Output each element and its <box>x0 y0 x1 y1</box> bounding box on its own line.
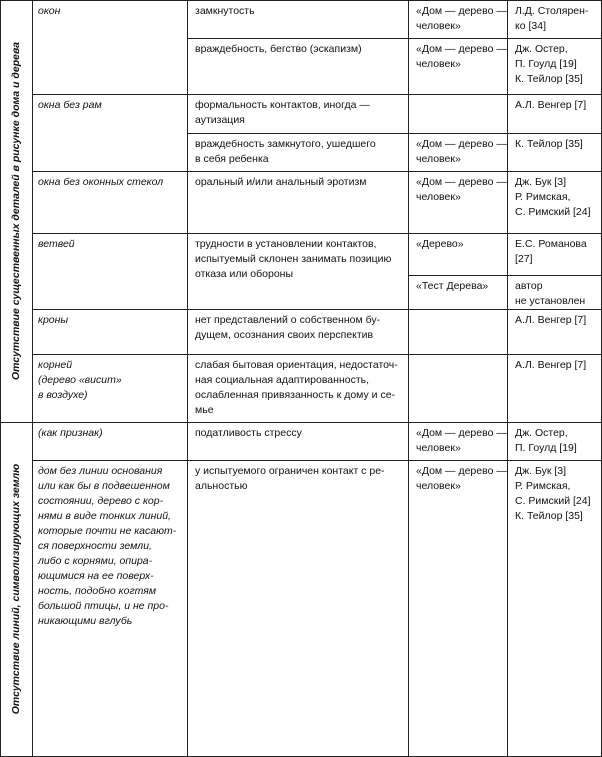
row-divider <box>187 309 409 310</box>
column-divider <box>507 0 508 757</box>
row-divider <box>408 422 508 423</box>
row-divider <box>507 354 602 355</box>
meaning-cell <box>195 313 406 343</box>
row-divider <box>507 171 602 172</box>
cell-line: человек» <box>416 480 461 492</box>
cell-line: замкнутость <box>195 5 255 17</box>
meaning-cell <box>195 137 406 167</box>
cell-line: «Дом — дерево — <box>416 43 507 55</box>
cell-line: К. Тейлор [35] <box>515 73 583 85</box>
author-cell <box>515 464 599 524</box>
test-cell <box>416 42 505 72</box>
detail-cell <box>38 98 183 113</box>
row-divider <box>507 309 602 310</box>
row-divider <box>187 233 409 234</box>
section-label-text: Отсутствие существенных деталей в рисунке дома и дерева <box>10 42 22 380</box>
author-cell <box>515 4 599 34</box>
detail-cell <box>38 4 183 19</box>
cell-line: «Дом — дерево — <box>416 427 507 439</box>
detail-cell <box>38 464 183 629</box>
cell-line: «Дом — дерево — <box>416 465 507 477</box>
cell-line: нями в виде тонких линий, <box>38 510 171 522</box>
cell-line: Р. Римская, <box>515 480 571 492</box>
cell-line: Р. Римская, <box>515 191 571 203</box>
cell-line: в себя ребенка <box>195 153 269 165</box>
test-cell <box>416 137 505 167</box>
cell-line: враждебность, бегство (эскапизм) <box>195 43 362 55</box>
detail-cell <box>38 426 183 441</box>
row-divider <box>187 354 409 355</box>
section-label <box>0 0 32 422</box>
row-divider <box>32 171 188 172</box>
cell-line: дущем, осознания своих перспектив <box>195 329 374 341</box>
cell-line: автор <box>515 280 543 292</box>
row-divider <box>507 460 602 461</box>
cell-line: альностью <box>195 480 248 492</box>
cell-line: окна без оконных стекол <box>38 176 164 188</box>
cell-line: никающими вглубь <box>38 615 133 627</box>
cell-line: Дж. Бук [3] <box>515 176 567 188</box>
cell-line: большой птицы, и не про- <box>38 600 169 612</box>
row-divider <box>408 133 508 134</box>
cell-line: человек» <box>416 58 461 70</box>
column-divider <box>32 0 33 757</box>
column-divider <box>187 0 188 757</box>
meaning-cell <box>195 237 406 282</box>
cell-line: [27] <box>515 253 533 265</box>
cell-line: А.Л. Венгер [7] <box>515 99 587 111</box>
cell-line: Дж. Остер, <box>515 43 568 55</box>
cell-line: ная социальная адаптированность, <box>195 374 370 386</box>
cell-line: «Дерево» <box>416 238 464 250</box>
meaning-cell <box>195 426 406 441</box>
meaning-cell <box>195 42 406 57</box>
cell-line: К. Тейлор [35] <box>515 510 583 522</box>
row-divider <box>507 422 602 423</box>
cell-line: ослабленная привязанность к дому и се- <box>195 389 396 401</box>
row-divider <box>408 275 508 276</box>
cell-line: у испытуемого ограничен контакт с ре- <box>195 465 385 477</box>
meaning-cell <box>195 358 406 418</box>
cell-line: окна без рам <box>38 99 102 111</box>
cell-line: в воздухе) <box>38 389 88 401</box>
cell-line: «Дом — дерево — <box>416 138 507 150</box>
cell-line: «Тест Дерева» <box>416 280 489 292</box>
cell-line: П. Гоулд [19] <box>515 442 577 454</box>
cell-line: Дж. Бук [3] <box>515 465 567 477</box>
column-divider <box>408 0 409 757</box>
row-divider <box>408 309 508 310</box>
row-divider <box>507 275 602 276</box>
cell-line: человек» <box>416 153 461 165</box>
cell-line: С. Римский [24] <box>515 495 591 507</box>
detail-cell <box>38 175 183 190</box>
author-cell <box>515 279 599 309</box>
row-divider <box>408 354 508 355</box>
meaning-cell <box>195 98 406 128</box>
meaning-cell <box>195 175 406 190</box>
cell-line: Е.С. Романова <box>515 238 587 250</box>
test-cell <box>416 237 505 252</box>
cell-line: (дерево «висит» <box>38 374 122 386</box>
row-divider <box>408 460 508 461</box>
row-divider <box>187 422 409 423</box>
cell-line: ся поверхности земли, <box>38 540 152 552</box>
row-divider <box>408 38 508 39</box>
cell-line: трудности в установлении контактов, <box>195 238 377 250</box>
cell-line: оральный и/или анальный эротизм <box>195 176 367 188</box>
author-cell <box>515 137 599 152</box>
author-cell <box>515 313 599 328</box>
cell-line: ко [34] <box>515 20 546 32</box>
detail-cell <box>38 313 183 328</box>
row-divider <box>507 233 602 234</box>
cell-line: ность, подобно когтям <box>38 585 157 597</box>
cell-line: П. Гоулд [19] <box>515 58 577 70</box>
row-divider <box>187 94 409 95</box>
cell-line: враждебность замкнутого, ушедшего <box>195 138 376 150</box>
row-divider <box>32 94 188 95</box>
cell-line: Л.Д. Столярен- <box>515 5 589 17</box>
cell-line: человек» <box>416 442 461 454</box>
row-divider <box>187 460 409 461</box>
row-divider <box>507 94 602 95</box>
section-label <box>0 422 32 756</box>
section-label-text: Отсутствие линий, символизирующих землю <box>10 463 22 715</box>
detail-cell <box>38 358 183 403</box>
cell-line: мье <box>195 404 214 416</box>
meaning-cell <box>195 464 406 494</box>
row-divider <box>32 422 188 423</box>
cell-line: человек» <box>416 191 461 203</box>
row-divider <box>507 38 602 39</box>
cell-line: состоянии, дерево с кор- <box>38 495 164 507</box>
table-border <box>0 0 602 1</box>
row-divider <box>32 354 188 355</box>
cell-line: К. Тейлор [35] <box>515 138 583 150</box>
cell-line: (как признак) <box>38 427 103 439</box>
cell-line: испытуемый склонен занимать позицию <box>195 253 392 265</box>
author-cell <box>515 237 599 267</box>
cell-line: формальность контактов, иногда — <box>195 99 370 111</box>
row-divider <box>408 171 508 172</box>
cell-line: или как бы в подвешенном <box>38 480 170 492</box>
cell-line: нет представлений о собственном бу- <box>195 314 381 326</box>
cell-line: податливость стрессу <box>195 427 302 439</box>
cell-line: корней <box>38 359 73 371</box>
cell-line: ветвей <box>38 238 75 250</box>
cell-line: дом без линии основания <box>38 465 163 477</box>
cell-line: «Дом — дерево — <box>416 5 507 17</box>
row-divider <box>408 94 508 95</box>
author-cell <box>515 98 599 113</box>
cell-line: не установлен <box>515 295 586 307</box>
test-cell <box>416 426 505 456</box>
test-cell <box>416 279 505 294</box>
test-cell <box>416 4 505 34</box>
cell-line: аутизация <box>195 114 245 126</box>
cell-line: отказа или обороны <box>195 268 294 280</box>
row-divider <box>507 133 602 134</box>
cell-line: «Дом — дерево — <box>416 176 507 188</box>
cell-line: окон <box>38 5 61 17</box>
row-divider <box>408 233 508 234</box>
row-divider <box>187 133 409 134</box>
row-divider <box>32 309 188 310</box>
cell-line: Дж. Остер, <box>515 427 568 439</box>
cell-line: ющимися на ее поверх- <box>38 570 154 582</box>
cell-line: слабая бытовая ориентация, недостаточ- <box>195 359 398 371</box>
author-cell <box>515 426 599 456</box>
row-divider <box>187 171 409 172</box>
test-cell <box>416 464 505 494</box>
detail-cell <box>38 237 183 252</box>
cell-line: человек» <box>416 20 461 32</box>
cell-line: С. Римский [24] <box>515 206 591 218</box>
cell-line: которые почти не касают- <box>38 525 177 537</box>
cell-line: А.Л. Венгер [7] <box>515 314 587 326</box>
row-divider <box>32 233 188 234</box>
cell-line: либо с корнями, опира- <box>38 555 153 567</box>
author-cell <box>515 358 599 373</box>
cell-line: А.Л. Венгер [7] <box>515 359 587 371</box>
author-cell <box>515 175 599 220</box>
row-divider <box>187 38 409 39</box>
test-cell <box>416 175 505 205</box>
author-cell <box>515 42 599 87</box>
meaning-cell <box>195 4 406 19</box>
row-divider <box>32 460 188 461</box>
cell-line: кроны <box>38 314 69 326</box>
